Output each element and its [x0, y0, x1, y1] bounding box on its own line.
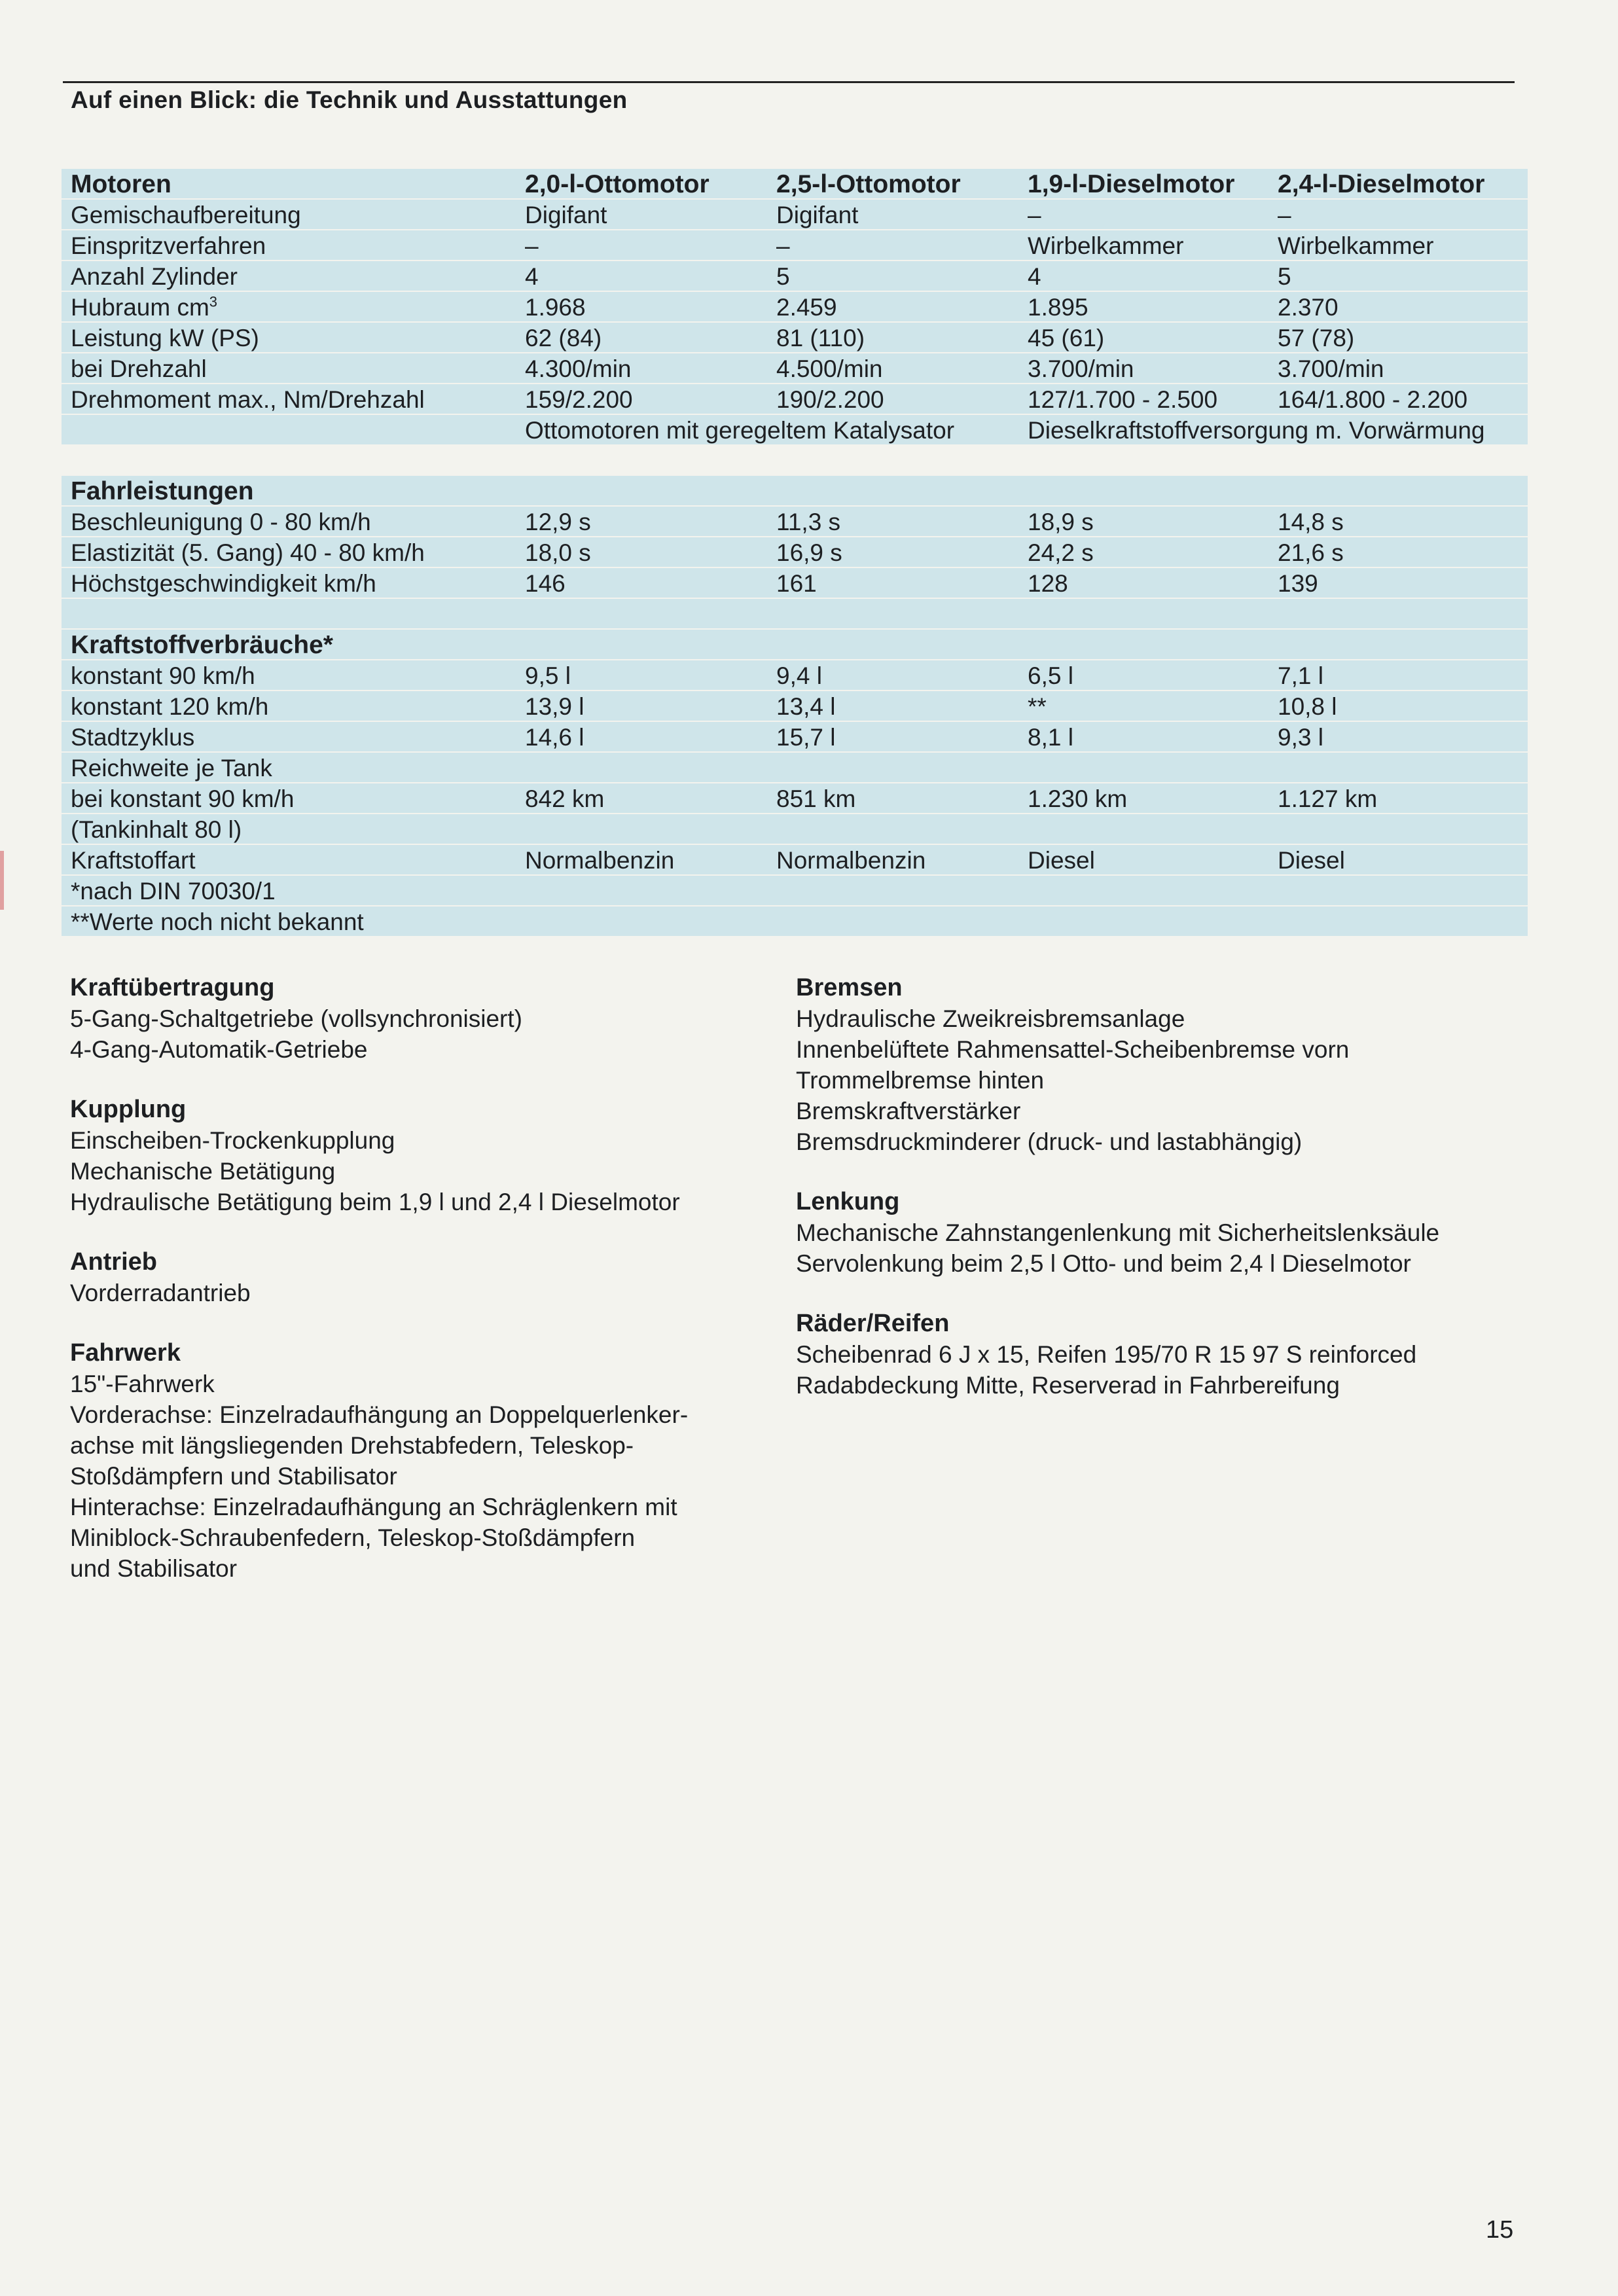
- spec-line: Stoßdämpfern und Stabilisator: [70, 1463, 397, 1490]
- cell-value: Diesel: [1028, 847, 1095, 874]
- cell-value: 6,5 l: [1028, 662, 1073, 689]
- cell-value: 146: [525, 570, 566, 597]
- table-row: [62, 722, 1528, 753]
- spec-line: 15"-Fahrwerk: [70, 1371, 215, 1397]
- cell-value: 12,9 s: [525, 509, 591, 535]
- section-heading: Bremsen: [796, 974, 903, 1001]
- cell-value: 13,4 l: [776, 693, 836, 720]
- cell-value: 9,4 l: [776, 662, 822, 689]
- cell-value: 14,8 s: [1278, 509, 1344, 535]
- cell-value: 10,8 l: [1278, 693, 1337, 720]
- cell-value: 5: [1278, 263, 1291, 290]
- spec-line: 4-Gang-Automatik-Getriebe: [70, 1036, 368, 1063]
- cell-value: Wirbelkammer: [1278, 232, 1434, 259]
- table-row: [62, 753, 1528, 783]
- table-row: [62, 845, 1528, 876]
- section-heading: Antrieb: [70, 1248, 157, 1276]
- cell-value: 3.700/min: [1028, 355, 1134, 382]
- cell-value: 4.300/min: [525, 355, 632, 382]
- cell-value: 24,2 s: [1028, 539, 1094, 566]
- row-label: Anzahl Zylinder: [71, 263, 238, 290]
- row-label: Einspritzverfahren: [71, 232, 266, 259]
- cell-value: 1.968: [525, 294, 586, 321]
- row-label: bei Drehzahl: [71, 355, 207, 382]
- spec-line: Vorderachse: Einzelradaufhängung an Doppelquerlenker-: [70, 1401, 689, 1428]
- spec-line: Vorderradantrieb: [70, 1280, 251, 1306]
- spec-line: Servolenkung beim 2,5 l Otto- und beim 2,4 l Dieselmotor: [796, 1250, 1411, 1277]
- table-row: [62, 384, 1528, 415]
- spec-line: Radabdeckung Mitte, Reserverad in Fahrbereifung: [796, 1372, 1340, 1399]
- spec-line: Hydraulische Betätigung beim 1,9 l und 2,4 l Dieselmotor: [70, 1189, 680, 1215]
- edge-mark: [0, 851, 4, 910]
- table-row: [62, 783, 1528, 814]
- row-label: Elastizität (5. Gang) 40 - 80 km/h: [71, 539, 425, 566]
- table-spacer: [62, 446, 1528, 476]
- table-row: [62, 906, 1528, 937]
- row-label: Kraftstoffart: [71, 847, 196, 874]
- cell-value: 127/1.700 - 2.500: [1028, 386, 1218, 413]
- table-header-motoren: [62, 169, 1528, 200]
- table-row: [62, 691, 1528, 722]
- spec-line: Bremskraftverstärker: [796, 1098, 1021, 1124]
- row-label: (Tankinhalt 80 l): [71, 816, 242, 843]
- row-label: konstant 90 km/h: [71, 662, 255, 689]
- table-row: [62, 230, 1528, 261]
- note-diesel: Dieselkraftstoffversorgung m. Vorwärmung: [1028, 417, 1485, 444]
- section-heading: Räder/Reifen: [796, 1310, 950, 1337]
- cell-value: –: [525, 232, 539, 259]
- cell-value: 14,6 l: [525, 724, 584, 751]
- cell-value: 2.459: [776, 294, 837, 321]
- row-label: Reichweite je Tank: [71, 755, 272, 781]
- left-spec-column: [70, 973, 688, 1584]
- page-number: 15: [1486, 2216, 1514, 2244]
- table-row: [62, 568, 1528, 599]
- table-row: [62, 353, 1528, 384]
- spec-line: Hinterachse: Einzelradaufhängung an Schräglenkern mit: [70, 1494, 677, 1520]
- cell-value: **: [1028, 693, 1047, 720]
- cell-value: 161: [776, 570, 817, 597]
- table-row: [62, 200, 1528, 230]
- table-row: [62, 292, 1528, 323]
- row-label: Beschleunigung 0 - 80 km/h: [71, 509, 371, 535]
- section-heading: Motoren: [71, 170, 171, 198]
- row-label: Höchstgeschwindigkeit km/h: [71, 570, 376, 597]
- cell-value: 21,6 s: [1278, 539, 1344, 566]
- right-spec-column: [796, 973, 1439, 1401]
- header-rule: [63, 81, 1515, 83]
- spec-line: Mechanische Betätigung: [70, 1158, 336, 1185]
- cell-value: 81 (110): [776, 325, 865, 351]
- cell-value: Normalbenzin: [525, 847, 675, 874]
- note-otto: Ottomotoren mit geregeltem Katalysator: [525, 417, 955, 444]
- table-row-notes: [62, 415, 1528, 446]
- table-row: [62, 537, 1528, 568]
- cell-value: –: [1028, 202, 1041, 228]
- table-row: [62, 814, 1528, 845]
- page-title: Auf einen Blick: die Technik und Ausstattungen: [71, 86, 628, 113]
- spec-line: Hydraulische Zweikreisbremsanlage: [796, 1005, 1185, 1032]
- section-heading: Kraftstoffverbräuche*: [71, 631, 333, 659]
- row-label: *nach DIN 70030/1: [71, 878, 276, 905]
- cell-value: 57 (78): [1278, 325, 1355, 351]
- cell-value: 1.127 km: [1278, 785, 1378, 812]
- table-row: [62, 660, 1528, 691]
- cell-value: 1.895: [1028, 294, 1088, 321]
- table-header-verbrauch: [62, 630, 1528, 660]
- table-row: [62, 876, 1528, 906]
- section-heading: Fahrleistungen: [71, 477, 254, 505]
- table-header-fahrleistungen: [62, 476, 1528, 507]
- superscript: 3: [209, 293, 218, 310]
- section-heading: Kraftübertragung: [70, 974, 275, 1001]
- spec-line: Mechanische Zahnstangenlenkung mit Sicherheitslenksäule: [796, 1219, 1440, 1246]
- cell-value: 4: [1028, 263, 1041, 290]
- spec-line: achse mit längsliegenden Drehstabfedern, Teleskop-: [70, 1432, 634, 1459]
- cell-value: 7,1 l: [1278, 662, 1323, 689]
- table-row: [62, 507, 1528, 537]
- column-header: 1,9-l-Dieselmotor: [1028, 170, 1235, 198]
- cell-value: Normalbenzin: [776, 847, 926, 874]
- cell-value: 139: [1278, 570, 1318, 597]
- cell-value: 18,9 s: [1028, 509, 1094, 535]
- cell-value: –: [1278, 202, 1291, 228]
- row-label: bei konstant 90 km/h: [71, 785, 295, 812]
- column-header: 2,5-l-Ottomotor: [776, 170, 961, 198]
- cell-value: 11,3 s: [776, 509, 841, 535]
- row-label: Hubraum $cm^3$: [71, 293, 218, 321]
- spec-table: [62, 169, 1528, 937]
- cell-value: 159/2.200: [525, 386, 633, 413]
- cell-value: 5: [776, 263, 790, 290]
- section-heading: Kupplung: [70, 1096, 187, 1123]
- cell-value: 62 (84): [525, 325, 602, 351]
- row-label: konstant 120 km/h: [71, 693, 269, 720]
- row-label: Drehmoment max., Nm/Drehzahl: [71, 386, 425, 413]
- cell-value: –: [776, 232, 790, 259]
- cell-value: 190/2.200: [776, 386, 884, 413]
- table-row: [62, 261, 1528, 292]
- cell-value: 4.500/min: [776, 355, 883, 382]
- spec-line: Einscheiben-Trockenkupplung: [70, 1127, 395, 1154]
- cell-value: Digifant: [525, 202, 607, 228]
- row-label: **Werte noch nicht bekannt: [71, 908, 364, 935]
- spec-line: 5-Gang-Schaltgetriebe (vollsynchronisiert): [70, 1005, 522, 1032]
- cell-value: 9,5 l: [525, 662, 571, 689]
- row-label: Gemischaufbereitung: [71, 202, 301, 228]
- column-header: 2,0-l-Ottomotor: [525, 170, 710, 198]
- cell-value: 15,7 l: [776, 724, 836, 751]
- cell-value: 1.230 km: [1028, 785, 1128, 812]
- cell-value: 16,9 s: [776, 539, 842, 566]
- spec-line: Miniblock-Schraubenfedern, Teleskop-Stoßdämpfern: [70, 1524, 636, 1551]
- row-label: Leistung kW (PS): [71, 325, 259, 351]
- cell-value: 13,9 l: [525, 693, 584, 720]
- cell-value: 9,3 l: [1278, 724, 1323, 751]
- cell-value: 3.700/min: [1278, 355, 1384, 382]
- spec-line: Trommelbremse hinten: [796, 1067, 1045, 1094]
- spec-line: und Stabilisator: [70, 1555, 238, 1582]
- cell-value: 45 (61): [1028, 325, 1105, 351]
- spec-line: Scheibenrad 6 J x 15, Reifen 195/70 R 15 97 S reinforced: [796, 1341, 1417, 1368]
- spec-line: Innenbelüftete Rahmensattel-Scheibenbremse vorn: [796, 1036, 1350, 1063]
- section-heading: Fahrwerk: [70, 1339, 181, 1367]
- cell-value: 2.370: [1278, 294, 1339, 321]
- cell-value: 128: [1028, 570, 1068, 597]
- cell-value: 851 km: [776, 785, 856, 812]
- cell-value: 4: [525, 263, 539, 290]
- column-header: 2,4-l-Dieselmotor: [1278, 170, 1485, 198]
- cell-value: 8,1 l: [1028, 724, 1073, 751]
- section-heading: Lenkung: [796, 1188, 900, 1215]
- cell-value: Diesel: [1278, 847, 1345, 874]
- cell-value: 164/1.800 - 2.200: [1278, 386, 1468, 413]
- spec-line: Bremsdruckminderer (druck- und lastabhängig): [796, 1128, 1303, 1155]
- cell-value: 842 km: [525, 785, 605, 812]
- cell-value: 18,0 s: [525, 539, 591, 566]
- table-row: [62, 323, 1528, 353]
- row-label: Stadtzyklus: [71, 724, 195, 751]
- cell-value: Wirbelkammer: [1028, 232, 1184, 259]
- cell-value: Digifant: [776, 202, 859, 228]
- table-spacer: [62, 599, 1528, 630]
